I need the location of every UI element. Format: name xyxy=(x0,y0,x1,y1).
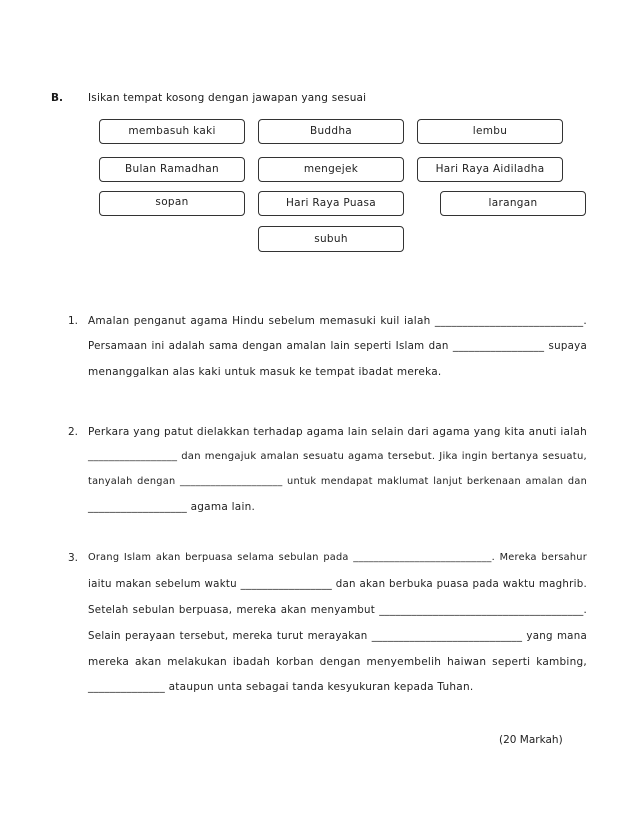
word-bank-box: Bulan Ramadhan xyxy=(99,157,245,182)
question-line: Orang Islam akan berpuasa selama sebulan pada ___________________________. Mereka bersahur xyxy=(88,552,587,563)
question-line: __________________ agama lain. xyxy=(88,501,256,513)
word-bank-box: sopan xyxy=(99,191,245,216)
question-line: Amalan penganut agama Hindu sebelum memasuki kuil ialah ___________________________. xyxy=(88,315,587,327)
question-line: Selain perayaan tersebut, mereka turut merayakan ____________________________ yang mana xyxy=(88,630,587,642)
question-line: Perkara yang patut dielakkan terhadap agama lain selain dari agama yang kita anuti ialah xyxy=(88,426,587,438)
question-line: mereka akan melakukan ibadah korban dengan menyembelih haiwan seperti kambing, xyxy=(88,656,587,668)
question-line: ______________ ataupun unta sebagai tanda kesyukuran kepada Tuhan. xyxy=(88,681,474,693)
word-bank-box: Hari Raya Puasa xyxy=(258,191,404,216)
word-bank-box: membasuh kaki xyxy=(99,119,245,144)
question-number: 1. xyxy=(68,315,79,327)
section-instruction: Isikan tempat kosong dengan jawapan yang sesuai xyxy=(88,92,367,104)
word-bank-box: mengejek xyxy=(258,157,404,182)
question-number: 2. xyxy=(68,426,79,438)
section-label: B. xyxy=(51,92,63,104)
question-line: Setelah sebulan berpuasa, mereka akan menyambut ______________________________________. xyxy=(88,604,587,616)
question-number: 3. xyxy=(68,552,79,564)
word-bank-box: Hari Raya Aidiladha xyxy=(417,157,563,182)
word-bank-box: subuh xyxy=(258,226,404,252)
question-line: iaitu makan sebelum waktu _________________ dan akan berbuka puasa pada waktu maghrib. xyxy=(88,578,587,590)
question-line: _________________ dan mengajuk amalan sesuatu agama tersebut. Jika ingin bertanya sesuatu, xyxy=(88,451,587,462)
word-bank-box: larangan xyxy=(440,191,586,216)
total-marks: (20 Markah) xyxy=(499,734,563,746)
word-bank-box: lembu xyxy=(417,119,563,144)
question-line: menanggalkan alas kaki untuk masuk ke tempat ibadat mereka. xyxy=(88,366,442,378)
word-bank-box: Buddha xyxy=(258,119,404,144)
question-line: tanyalah dengan ____________________ untuk mendapat maklumat lanjut berkenaan amalan dan xyxy=(88,476,587,487)
question-line: Persamaan ini adalah sama dengan amalan lain seperti Islam dan _________________ supaya xyxy=(88,340,587,352)
